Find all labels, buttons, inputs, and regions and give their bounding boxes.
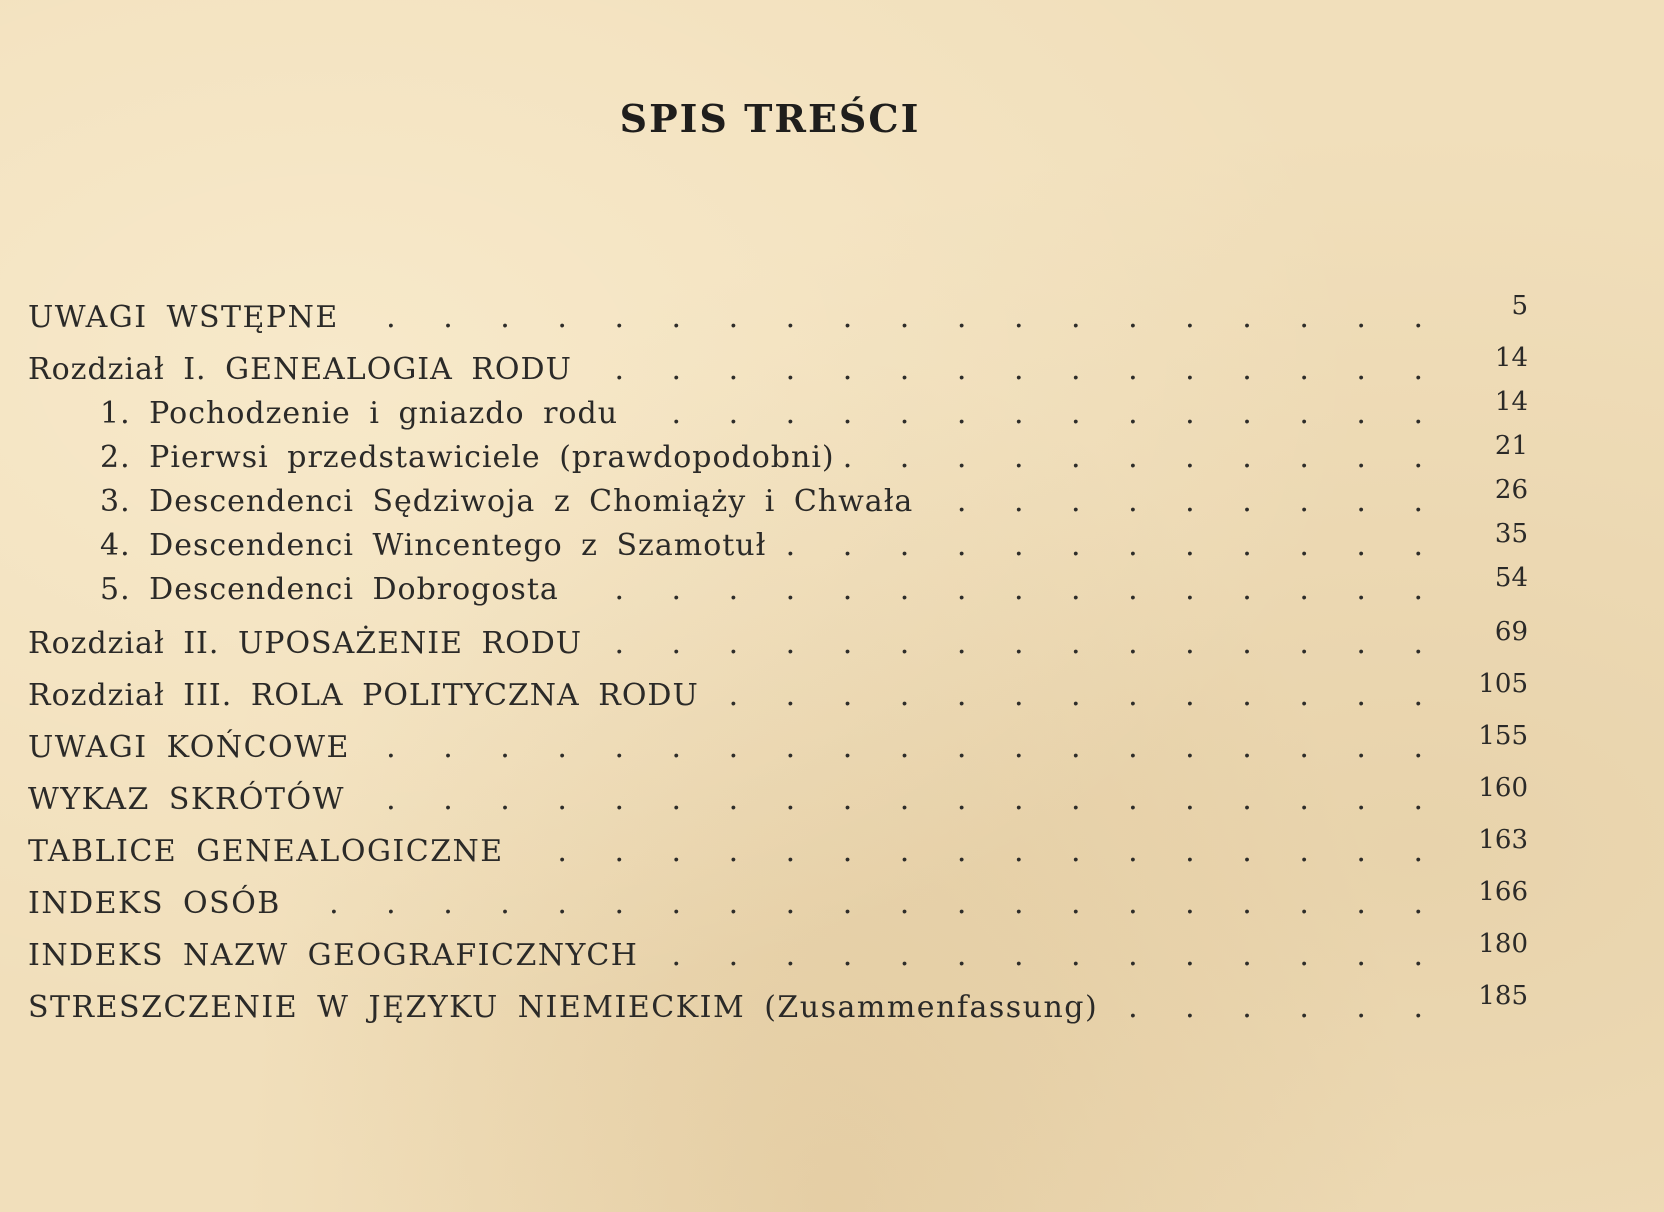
- toc-entry: [28, 982, 1528, 1026]
- toc-entry-title: STRESZCZENIE W JĘZYKU NIEMIECKIM (Zusammenfassung): [28, 990, 1099, 1025]
- toc-subentry: [100, 564, 1528, 608]
- toc-entry-page: 14: [1494, 387, 1528, 417]
- toc-entry-title: INDEKS OSÓB: [28, 886, 281, 921]
- toc-entry-title: 3. Descendenci Sędziwoja z Chomiąży i Chwała: [100, 484, 914, 519]
- dot-leader: [1108, 990, 1442, 1026]
- toc-entry-page: 26: [1494, 475, 1528, 505]
- toc-entry: [28, 618, 1528, 662]
- toc-entry-title: UWAGI KOŃCOWE: [28, 730, 350, 765]
- dot-leader: [592, 626, 1442, 662]
- toc-entry-title: Rozdział I. GENEALOGIA RODU: [28, 352, 572, 387]
- toc-entry: [28, 292, 1528, 336]
- toc-entry-page: 54: [1494, 563, 1528, 593]
- dot-leader: [349, 300, 1442, 336]
- dot-leader: [709, 678, 1442, 714]
- dot-leader: [845, 440, 1442, 476]
- toc-entry: [28, 344, 1528, 388]
- toc-entry-page: 69: [1494, 617, 1528, 647]
- toc-subentry: [100, 388, 1528, 432]
- toc-entry-title: 5. Descendenci Dobrogosta: [100, 572, 559, 607]
- dot-leader: [776, 528, 1442, 564]
- toc-entry-page: 160: [1478, 773, 1528, 803]
- dot-leader: [569, 572, 1442, 608]
- toc-entry-title: Rozdział III. ROLA POLITYCZNA RODU: [28, 678, 699, 713]
- toc-entry-page: 166: [1478, 877, 1528, 907]
- toc-entry-page: 155: [1478, 721, 1528, 751]
- toc-subentry: [100, 476, 1528, 520]
- dot-leader: [582, 352, 1442, 388]
- toc-entry-title: 2. Pierwsi przedstawiciele (prawdopodobni): [100, 440, 835, 475]
- toc-entry-title: 4. Descendenci Wincentego z Szamotuł: [100, 528, 767, 563]
- dot-leader: [648, 938, 1442, 974]
- toc-entry-page: 163: [1478, 825, 1528, 855]
- toc-entry-page: 14: [1494, 343, 1528, 373]
- toc-entry-page: 180: [1478, 929, 1528, 959]
- toc-entry: [28, 722, 1528, 766]
- toc-entry: [28, 826, 1528, 870]
- dot-leader: [514, 834, 1442, 870]
- page-title: SPIS TREŚCI: [619, 96, 921, 141]
- toc-entry-title: 1. Pochodzenie i gniazdo rodu: [100, 396, 619, 431]
- toc-entry-page: 35: [1494, 519, 1528, 549]
- toc-entry-title: Rozdział II. UPOSAŻENIE RODU: [28, 626, 583, 661]
- toc-entry-title: WYKAZ SKRÓTÓW: [28, 782, 345, 817]
- toc-subentry: [100, 520, 1528, 564]
- toc-entry: [28, 670, 1528, 714]
- toc-entry: [28, 878, 1528, 922]
- dot-leader: [628, 396, 1442, 432]
- toc-entry-page: 5: [1511, 291, 1528, 321]
- toc-subentry: [100, 432, 1528, 476]
- dot-leader: [291, 886, 1442, 922]
- toc-entry-title: INDEKS NAZW GEOGRAFICZNYCH: [28, 938, 639, 973]
- toc-entry-page: 21: [1494, 431, 1528, 461]
- dot-leader: [923, 484, 1442, 520]
- toc-entry: [28, 774, 1528, 818]
- toc-entry: [28, 930, 1528, 974]
- dot-leader: [355, 782, 1442, 818]
- toc-entry-title: UWAGI WSTĘPNE: [28, 300, 339, 335]
- dot-leader: [360, 730, 1442, 766]
- toc-entry-page: 105: [1478, 669, 1528, 699]
- toc-entry-title: TABLICE GENEALOGICZNE: [28, 834, 504, 869]
- toc-entry-page: 185: [1478, 981, 1528, 1011]
